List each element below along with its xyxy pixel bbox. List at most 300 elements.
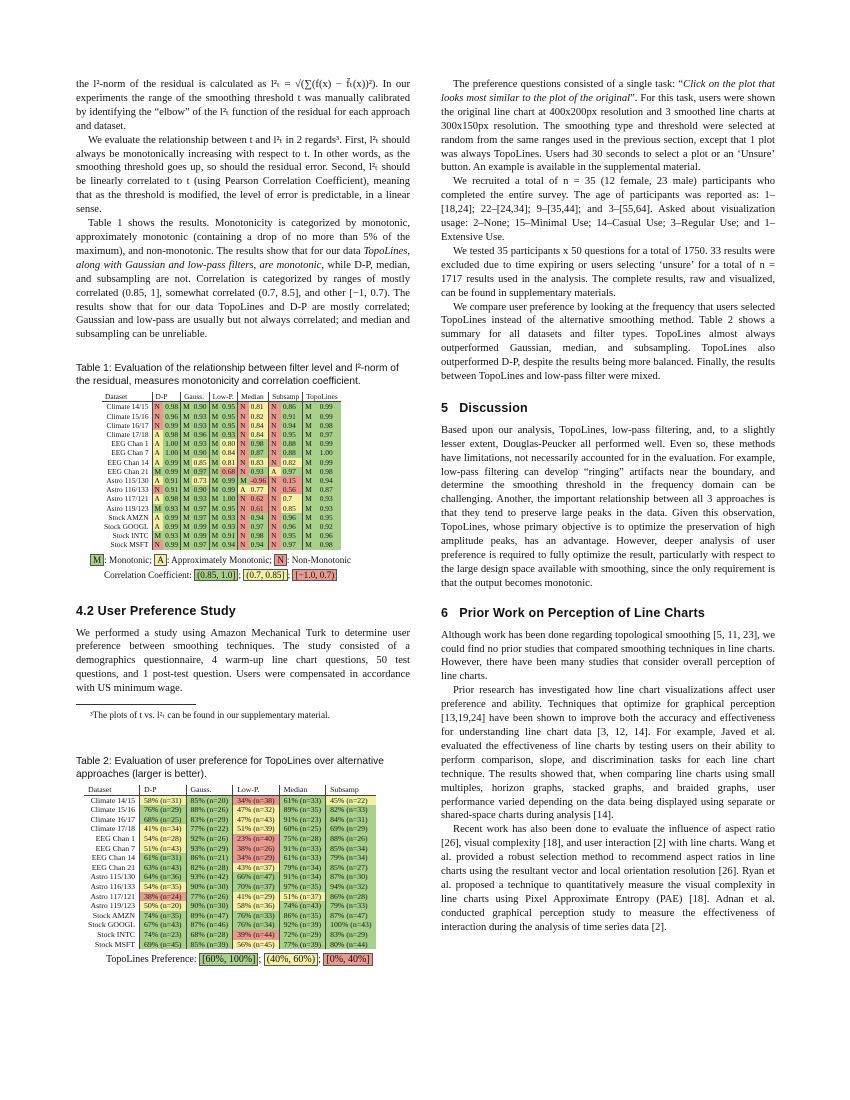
monotonicity-cell: M (181, 412, 192, 421)
preference-cell: 93% (n=29) (186, 844, 233, 854)
monotonicity-cell: A (152, 430, 163, 439)
correlation-cell: 0.94 (220, 540, 237, 549)
monotonicity-cell: M (209, 522, 220, 531)
correlation-cell: 0.98 (318, 467, 341, 476)
monotonicity-cell: M (303, 448, 318, 457)
monotonicity-cell: M (181, 485, 192, 494)
correlation-cell: 0.93 (192, 494, 209, 503)
dataset-cell: Astro 115/130 (106, 476, 149, 486)
correlation-cell: 0.95 (220, 504, 237, 513)
table1-header: Low-P. (209, 392, 238, 402)
preference-cell: 61% (n=33) (279, 795, 326, 805)
monotonicity-cell: N (269, 458, 281, 467)
paragraph: Although work has been done regarding topological smoothing [5, 11, 23], we could find no prior studies that compared smoothing techniques in line charts. However, there have been many studies that consider overall perception of line charts. (441, 629, 775, 683)
monotonicity-cell: N (238, 402, 249, 412)
correlation-cell: 0.91 (220, 531, 237, 540)
correlation-cell: 0.99 (163, 421, 180, 430)
monotonicity-cell: N (238, 412, 249, 421)
dataset-cell: Astro 116/133 (106, 485, 149, 495)
section-heading-6: 6 Prior Work on Perception of Line Charts (441, 605, 705, 620)
preference-cell: 60% (n=25) (279, 824, 326, 834)
preference-cell: 51% (n=39) (233, 824, 280, 834)
correlation-cell: 0.77 (249, 485, 269, 494)
correlation-cell: 0.97 (281, 540, 303, 549)
monotonicity-cell: M (181, 522, 192, 531)
table-row (84, 863, 376, 873)
preference-cell: 66% (n=47) (233, 872, 280, 882)
monotonicity-cell: M (209, 402, 220, 412)
monotonicity-cell: M (209, 531, 220, 540)
preference-cell: 54% (n=35) (140, 882, 187, 892)
correlation-cell: 0.99 (163, 522, 180, 531)
preference-cell: 45% (n=22) (326, 795, 376, 805)
monotonicity-cell: N (238, 531, 249, 540)
correlation-cell: 0.93 (220, 430, 237, 439)
table-row (84, 844, 376, 854)
monotonicity-cell: N (152, 540, 163, 549)
preference-cell: 86% (n=21) (186, 853, 233, 863)
monotonicity-cell: M (209, 494, 220, 503)
monotonicity-cell: M (181, 513, 192, 522)
preference-cell: 41% (n=34) (140, 824, 187, 834)
paragraph: We recruited a total of n = 35 (12 female, 23 male) participants who completed the entire survey. The age of participants was reported as: 1–[18,24]; 22–[24,34]; 9–[35,44]; and 3–[55,64]. Asked about visualization usage: 2–None; 15–Minimal Use; 14–Casual Use; 3–Regular Use; and 1–Extensive Use. (441, 176, 775, 243)
preference-cell: 90% (n=30) (186, 901, 233, 911)
monotonicity-cell: N (269, 531, 281, 540)
monotonicity-cell: N (238, 430, 249, 439)
monotonicity-cell: M (209, 540, 220, 549)
correlation-cell: 0.96 (318, 531, 341, 540)
monotonicity-cell: M (303, 540, 318, 549)
preference-cell: 34% (n=29) (233, 853, 280, 863)
correlation-cell: 0.93 (318, 504, 341, 513)
correlation-cell: 0.97 (192, 540, 209, 549)
correlation-cell: 0.99 (318, 439, 341, 448)
monotonicity-cell: N (269, 476, 281, 485)
dataset-cell: Stock MSFT (94, 939, 135, 949)
preference-cell: 47% (n=32) (233, 805, 280, 815)
table1-header: Dataset (102, 392, 152, 402)
preference-cell: 43% (n=37) (233, 863, 280, 873)
table1-header: TopoLines (303, 392, 341, 402)
correlation-cell: 0.99 (192, 531, 209, 540)
correlation-cell: 0.93 (192, 412, 209, 421)
table-row (84, 872, 376, 882)
monotonicity-cell: M (209, 476, 220, 485)
correlation-cell: 0.98 (163, 402, 180, 412)
correlation-cell: 0.91 (163, 476, 180, 485)
paragraph: Based upon our analysis, TopoLines, low-pass filtering, and, to a slightly lesser extent, Douglas-Peucker all performed well. Even so, these methods have limitations, not necessarily accounted for in the evaluation. For example, low-pass filtering can develop “ringing” artifacts near the boundary, and determine the smoothing threshold in the frequency domain can be challenging. Another, the important relationship between all 3 approaches is that they tend to preserve large peaks in the data. Given this observation, TopoLines, whose primary objective is to optimize the preservation of high amplitude peaks, has an advantage. However, deeper analysis of user preference is required to fully optimize the result, particularly with respect to the large design space available with smoothing, since the only requirement is that the output becomes monotonic. (441, 424, 775, 589)
table-row (84, 815, 376, 825)
correlation-cell: 0.82 (281, 458, 303, 467)
table1 (102, 392, 341, 549)
monotonicity-cell: M (303, 513, 318, 522)
preference-cell: 74% (n=23) (140, 930, 187, 940)
table-row (102, 467, 341, 476)
preference-cell: 85% (n=27) (326, 863, 376, 873)
table-row (84, 834, 376, 844)
correlation-cell: 0.95 (220, 412, 237, 421)
correlation-cell: 0.93 (249, 467, 269, 476)
monotonicity-cell: N (238, 522, 249, 531)
right-column (441, 78, 775, 935)
monotonicity-cell: N (269, 494, 281, 503)
preference-cell: 79% (n=34) (279, 863, 326, 873)
table-row (84, 853, 376, 863)
monotonicity-cell: M (152, 504, 163, 513)
preference-cell: 47% (n=43) (233, 815, 280, 825)
table1-header: Subsamp (269, 392, 303, 402)
correlation-cell: 0.99 (163, 458, 180, 467)
monotonicity-cell: M (181, 421, 192, 430)
dataset-cell: EEG Chan 1 (95, 834, 135, 844)
correlation-cell: 0.87 (318, 485, 341, 494)
preference-cell: 58% (n=36) (233, 901, 280, 911)
table2-header: Low-P. (233, 785, 280, 795)
correlation-cell: 0.98 (163, 494, 180, 503)
table-row (102, 522, 341, 531)
monotonicity-cell: N (152, 421, 163, 430)
dataset-cell: Climate 14/15 (90, 795, 135, 805)
monotonicity-cell: M (209, 439, 220, 448)
monotonicity-cell: N (269, 421, 281, 430)
preference-cell: 82% (n=28) (186, 863, 233, 873)
paragraph: Table 1 shows the results. Monotonicity is categorized by monotonic, approximately monotonic (containing a drop of no more than 5% of the maximum), and non-monotonic. The results show that for our data TopoLines, along with Gaussian and low-pass filters, are monotonic, while D-P, median, and subsampling are not. Correlation is categorized by ranges of mostly correlated (0.85, 1], somewhat correlated (0.7, 8.5], and other [−1, 0.7). The results show that for our data TopoLines and D-P are mostly correlated; Gaussian and low-pass are usually but not always correlated; and median and subsampling can be unreliable. (76, 218, 410, 341)
preference-cell: 85% (n=39) (186, 940, 233, 950)
correlation-cell: 0.81 (249, 402, 269, 412)
table-row (84, 940, 376, 950)
preference-cell: 83% (n=29) (186, 815, 233, 825)
preference-cell: 54% (n=28) (140, 834, 187, 844)
table2-header: Median (279, 785, 326, 795)
correlation-cell: 0.98 (163, 430, 180, 439)
table2-header: Dataset (84, 785, 140, 795)
monotonicity-cell: M (181, 531, 192, 540)
table-row (84, 795, 376, 805)
preference-cell: 97% (n=35) (279, 882, 326, 892)
monotonicity-cell: N (152, 402, 163, 412)
preference-cell: 89% (n=47) (186, 911, 233, 921)
preference-cell: 91% (n=34) (279, 872, 326, 882)
monotonicity-cell: M (303, 485, 318, 494)
preference-cell: 61% (n=33) (279, 853, 326, 863)
correlation-cell: 0.56 (281, 485, 303, 494)
dataset-cell: EEG Chan 14 (91, 853, 135, 863)
monotonicity-cell: M (303, 476, 318, 485)
table2-header: D-P (140, 785, 187, 795)
preference-cell: 76% (n=33) (233, 911, 280, 921)
monotonicity-cell: M (181, 494, 192, 503)
monotonicity-cell: M (181, 540, 192, 549)
table-row (102, 448, 341, 457)
table-row (102, 531, 341, 540)
correlation-cell: 0.97 (249, 522, 269, 531)
table2-caption: Table 2: Evaluation of user preference for TopoLines over alternative approaches (larger is better). (76, 756, 384, 781)
preference-cell: 84% (n=31) (326, 815, 376, 825)
table-row (102, 412, 341, 421)
monotonicity-cell: N (269, 430, 281, 439)
correlation-cell: 0.68 (220, 467, 237, 476)
monotonicity-cell: N (269, 522, 281, 531)
correlation-cell: 0.90 (192, 402, 209, 412)
correlation-cell: 0.99 (318, 412, 341, 421)
dataset-cell: Stock INTC (97, 930, 135, 940)
table-row (84, 920, 376, 930)
monotonicity-cell: N (238, 448, 249, 457)
correlation-cell: 0.7 (281, 494, 303, 503)
preference-cell: 93% (n=42) (186, 872, 233, 882)
monotonicity-cell: N (269, 402, 281, 412)
correlation-cell: 0.90 (192, 485, 209, 494)
monotonicity-cell: M (209, 485, 220, 494)
correlation-cell: 0.90 (192, 448, 209, 457)
preference-cell: 83% (n=29) (326, 930, 376, 940)
correlation-cell: 0.95 (220, 402, 237, 412)
monotonicity-cell: M (181, 448, 192, 457)
correlation-cell: 1.00 (163, 448, 180, 457)
dataset-cell: Astro 119/123 (106, 503, 149, 513)
monotonicity-cell: M (181, 476, 192, 485)
monotonicity-cell: M (303, 412, 318, 421)
preference-cell: 88% (n=26) (186, 805, 233, 815)
section-heading-4-2: 4.2 User Preference Study (76, 603, 236, 618)
monotonicity-cell: N (269, 412, 281, 421)
monotonicity-cell: M (181, 430, 192, 439)
correlation-cell: 0.84 (249, 430, 269, 439)
monotonicity-cell: M (209, 412, 220, 421)
correlation-cell: 0.93 (163, 504, 180, 513)
monotonicity-cell: N (269, 448, 281, 457)
preference-cell: 68% (n=28) (186, 930, 233, 940)
preference-cell: 92% (n=26) (186, 834, 233, 844)
preference-cell: 87% (n=47) (326, 911, 376, 921)
paragraph: Prior research has investigated how line chart visualizations affect user preference and ability. Techniques that optimize for graphical perception [13,19,24] have been shown to improve both the accuracy and effectiveness for understanding line chart data [3, 12, 14]. For example, Javed et al. evaluated the effectiveness of line charts by testing users on their ability to perform comparison, slope, and discrimination tasks for each line chart technique. The results showed that, when comparing line charts using small multiples, horizon graphs, stacked graphs, and braided graphs, user performance varied depending on the data being displayed using separate or shared-space charts during analysis [14]. (441, 685, 775, 822)
monotonicity-cell: M (303, 467, 318, 476)
correlation-cell: 0.84 (249, 421, 269, 430)
preference-cell: 75% (n=28) (279, 834, 326, 844)
preference-cell: 58% (n=31) (140, 795, 187, 805)
monotonicity-cell: A (152, 476, 163, 485)
preference-cell: 92% (n=39) (279, 920, 326, 930)
monotonicity-cell: N (152, 412, 163, 421)
preference-cell: 67% (n=43) (140, 920, 187, 930)
table1-header: D-P (152, 392, 181, 402)
correlation-cell: 0.83 (249, 458, 269, 467)
correlation-cell: 0.91 (281, 412, 303, 421)
monotonicity-cell: A (152, 522, 163, 531)
dataset-cell: Climate 14/15 (106, 402, 149, 412)
dataset-cell: Climate 17/18 (106, 430, 149, 440)
correlation-cell: 0.99 (163, 467, 180, 476)
preference-cell: 79% (n=34) (326, 853, 376, 863)
preference-cell: 85% (n=34) (326, 844, 376, 854)
monotonicity-cell: N (269, 439, 281, 448)
correlation-cell: 0.62 (249, 494, 269, 503)
paragraph: We performed a study using Amazon Mechanical Turk to determine user preference between smoothing techniques. The study consisted of a demographics questionnaire, 4 warm-up line chart questions, 50 test questions, and 1 post-test question. Users were compensated in accordance with US minimum wage. (76, 627, 410, 695)
table-row (102, 485, 341, 494)
correlation-cell: 0.93 (318, 494, 341, 503)
preference-cell: 69% (n=29) (326, 824, 376, 834)
preference-cell: 63% (n=43) (140, 863, 187, 873)
monotonicity-cell: M (209, 467, 220, 476)
correlation-cell: 0.99 (163, 513, 180, 522)
correlation-cell: 0.95 (281, 430, 303, 439)
preference-cell: 89% (n=35) (279, 805, 326, 815)
correlation-cell: 0.94 (281, 421, 303, 430)
preference-cell: 74% (n=43) (279, 901, 326, 911)
monotonicity-cell: N (238, 504, 249, 513)
table-row (102, 439, 341, 448)
paragraph: We tested 35 participants x 50 questions for a total of 1750. 33 results were excluded due to time expiring or users selecting ‘unsure’ for a total of n = 1717 results used in the analysis. The complete results, raw and visualized, can be found in supplementary materials. (441, 245, 775, 299)
preference-cell: 61% (n=31) (140, 853, 187, 863)
preference-cell: 85% (n=20) (186, 795, 233, 805)
preference-cell: 41% (n=29) (233, 892, 280, 902)
preference-cell: 38% (n=24) (140, 892, 187, 902)
monotonicity-cell: A (152, 494, 163, 503)
table-row (84, 892, 376, 902)
correlation-cell: 0.81 (220, 458, 237, 467)
correlation-cell: 0.98 (249, 531, 269, 540)
left-column (76, 78, 410, 967)
table2-header: Gauss. (186, 785, 233, 795)
monotonicity-cell: A (152, 513, 163, 522)
preference-cell: 100% (n=43) (326, 920, 376, 930)
monotonicity-cell: M (152, 467, 163, 476)
preference-cell: 82% (n=33) (326, 805, 376, 815)
correlation-cell: 0.93 (192, 439, 209, 448)
preference-cell: 38% (n=26) (233, 844, 280, 854)
monotonicity-cell: N (269, 540, 281, 549)
preference-cell: 72% (n=29) (279, 930, 326, 940)
correlation-cell: 0.96 (281, 522, 303, 531)
preference-cell: 87% (n=30) (326, 872, 376, 882)
table2-header: Subsamp (326, 785, 376, 795)
preference-cell: 51% (n=37) (279, 892, 326, 902)
table-row (84, 805, 376, 815)
table1-header: Gauss. (181, 392, 210, 402)
preference-cell: 76% (n=29) (140, 805, 187, 815)
monotonicity-cell: N (238, 439, 249, 448)
correlation-cell: 0.87 (249, 448, 269, 457)
monotonicity-cell: A (152, 458, 163, 467)
dataset-cell: Stock INTC (112, 531, 149, 541)
table-row (102, 540, 341, 549)
preference-cell: 34% (n=38) (233, 795, 280, 805)
dataset-cell: EEG Chan 14 (107, 457, 149, 467)
dataset-cell: EEG Chan 21 (107, 466, 149, 476)
preference-cell: 39% (n=44) (233, 930, 280, 940)
monotonicity-cell: M (303, 458, 318, 467)
preference-cell: 86% (n=35) (279, 911, 326, 921)
correlation-cell: 0.84 (220, 448, 237, 457)
preference-cell: 56% (n=45) (233, 940, 280, 950)
correlation-cell: 0.99 (318, 402, 341, 412)
dataset-cell: Astro 116/133 (90, 882, 135, 892)
dataset-cell: Climate 16/17 (106, 420, 149, 430)
preference-cell: 64% (n=36) (140, 872, 187, 882)
dataset-cell: Astro 117/121 (106, 494, 149, 504)
correlation-cell: 0.97 (192, 504, 209, 513)
correlation-cell: 0.95 (318, 513, 341, 522)
dataset-cell: Stock AMZN (108, 512, 149, 522)
dataset-cell: EEG Chan 21 (91, 862, 135, 872)
correlation-cell: 0.73 (192, 476, 209, 485)
dataset-cell: EEG Chan 7 (95, 843, 135, 853)
monotonicity-cell: M (209, 458, 220, 467)
monotonicity-cell: M (238, 476, 249, 485)
table-row (84, 901, 376, 911)
dataset-cell: Climate 15/16 (106, 411, 149, 421)
correlation-cell: -0.96 (249, 476, 269, 485)
monotonicity-cell: N (238, 540, 249, 549)
correlation-cell: 0.91 (163, 485, 180, 494)
correlation-cell: 0.99 (192, 522, 209, 531)
dataset-cell: Stock GOOGL (88, 920, 135, 930)
table1-caption: Table 1: Evaluation of the relationship between filter level and l²-norm of the residual, measures monotonicity and correlation coefficient. (76, 363, 399, 388)
table-row (84, 911, 376, 921)
table-row (102, 494, 341, 503)
table-row (102, 513, 341, 522)
paragraph: We evaluate the relationship between t and l²ₜ in 2 regards³. First, l²ₜ should always be monotonically increasing with respect to t. In other words, as the smoothing threshold goes up, so should the residual error. Second, l²ₜ should be linearly correlated to t (using Pearson Correlation Coefficient), meaning that as the threshold is modified, the level of error is predictable, in a linear sense. (76, 134, 410, 216)
section-heading-5: 5 Discussion (441, 400, 528, 415)
monotonicity-cell: N (238, 467, 249, 476)
paragraph: We compare user preference by looking at the frequency that users selected TopoLines instead of the alternative smoothing method. Table 2 shows a summary for all datasets and filter types. TopoLines almost always outperformed Gaussian, median, and subsampling. TopoLines also outperformed D-P, despite the results being more balanced. Finally, the results between TopoLines and low-pass filter were mixed. (441, 301, 775, 383)
correlation-cell: 0.93 (220, 522, 237, 531)
monotonicity-cell: M (209, 430, 220, 439)
monotonicity-cell: M (303, 430, 318, 439)
dataset-cell: Climate 16/17 (90, 814, 135, 824)
correlation-cell: 0.99 (163, 540, 180, 549)
monotonicity-cell: M (303, 522, 318, 531)
table-row (102, 421, 341, 430)
paragraph: the l²-norm of the residual is calculated as l²ₜ = √(∑(f(x) − f̄ₜ(x))²). In our experiments the range of the smoothing threshold t was manually calibrated by identifying the “elbow” of the l²ₜ function of the residual for each approach and dataset. (76, 79, 410, 132)
table2 (84, 785, 376, 949)
monotonicity-cell: M (303, 421, 318, 430)
correlation-cell: 0.94 (249, 540, 269, 549)
preference-cell: 86% (n=28) (326, 892, 376, 902)
preference-cell: 68% (n=25) (140, 815, 187, 825)
monotonicity-cell: M (209, 448, 220, 457)
monotonicity-cell: M (181, 439, 192, 448)
preference-cell: 88% (n=26) (326, 834, 376, 844)
table-row (102, 476, 341, 485)
correlation-cell: 0.97 (192, 513, 209, 522)
preference-cell: 70% (n=37) (233, 882, 280, 892)
correlation-cell: 0.88 (281, 448, 303, 457)
preference-cell: 69% (n=45) (140, 940, 187, 950)
dataset-cell: Astro 117/121 (90, 891, 135, 901)
footnote: ³The plots of t vs. l²ₜ can be found in our supplementary material. (90, 710, 330, 721)
correlation-cell: 0.99 (220, 485, 237, 494)
preference-cell: 90% (n=30) (186, 882, 233, 892)
correlation-cell: 0.98 (318, 540, 341, 549)
preference-cell: 91% (n=33) (279, 844, 326, 854)
dataset-cell: EEG Chan 1 (111, 439, 149, 449)
dataset-cell: EEG Chan 7 (111, 448, 149, 458)
correlation-cell: 0.88 (281, 439, 303, 448)
correlation-cell: 0.61 (249, 504, 269, 513)
preference-cell: 87% (n=46) (186, 920, 233, 930)
correlation-cell: 0.98 (318, 421, 341, 430)
dataset-cell: Stock GOOGL (104, 522, 149, 532)
correlation-cell: 1.00 (318, 448, 341, 457)
correlation-cell: 0.97 (281, 467, 303, 476)
monotonicity-cell: A (269, 467, 281, 476)
preference-cell: 51% (n=43) (140, 844, 187, 854)
preference-cell: 77% (n=22) (186, 824, 233, 834)
table-row (84, 824, 376, 834)
monotonicity-cell: N (238, 494, 249, 503)
monotonicity-cell: A (152, 448, 163, 457)
